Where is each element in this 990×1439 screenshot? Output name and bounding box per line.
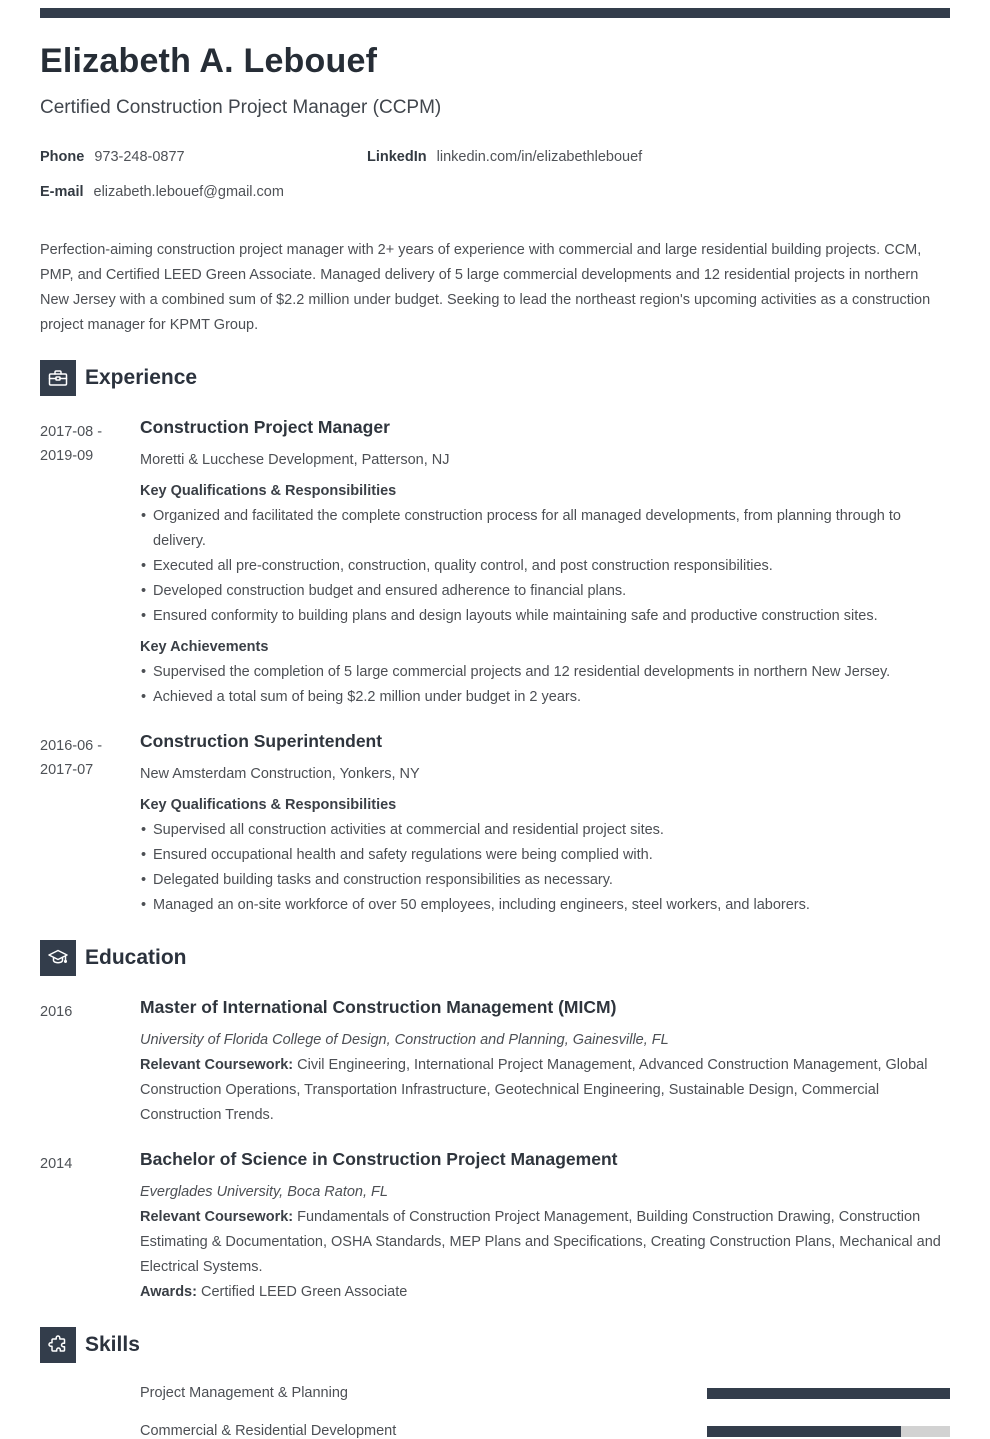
candidate-name: Elizabeth A. Lebouef: [40, 42, 378, 80]
coursework-value: Civil Engineering, International Project Management, Advanced Construction Management, Global Construction Operations, Transportation Infrastructure, Geotechnical Engineering, Sustainable Design, Commercial Construction Trends.: [140, 1057, 928, 1123]
qualifications-heading: Key Qualifications & Responsibilities: [140, 483, 397, 499]
achievements-heading: Key Achievements: [140, 639, 269, 655]
experience-dates: [40, 417, 140, 710]
education-details: [140, 997, 950, 1128]
coursework-label: Relevant Coursework:: [140, 1057, 294, 1073]
bullet-item: • Achieved a total sum of being $2.2 million under budget in 2 years.: [140, 685, 950, 710]
briefcase-icon: [40, 360, 76, 396]
qualifications-list: [140, 818, 950, 918]
skill-row: [40, 1423, 950, 1439]
email-label: E-mail: [40, 184, 84, 200]
bullet-item: • Executed all pre-construction, construction, quality control, and post construction responsibilities.: [140, 554, 950, 579]
job-company: Moretti & Lucchese Development, Patterson, NJ: [140, 452, 450, 468]
bullet-item: • Supervised all construction activities at commercial and residential project sites.: [140, 818, 950, 843]
education-year: 2014: [40, 1156, 73, 1172]
linkedin-value: linkedin.com/in/elizabethlebouef: [436, 149, 643, 165]
education-entry: [40, 1149, 950, 1305]
top-accent-bar: [40, 8, 950, 18]
coursework-text: [140, 1053, 950, 1128]
awards-text: [140, 1280, 950, 1305]
experience-details: [140, 417, 950, 710]
graduation-cap-icon: [40, 940, 76, 976]
candidate-title: Certified Construction Project Manager (CCPM): [40, 97, 442, 118]
bullet-item: • Delegated building tasks and construction responsibilities as necessary.: [140, 868, 950, 893]
contact-info: [40, 149, 950, 200]
qualifications-heading: Key Qualifications & Responsibilities: [140, 797, 397, 813]
skills-section-title: Skills: [85, 1333, 140, 1356]
bullet-item: • Organized and facilitated the complete construction process for all managed developments, from planning through to delivery.: [140, 504, 950, 554]
date-end: 2019-09: [40, 448, 94, 464]
phone-value: 973-248-0877: [94, 149, 185, 165]
email-value: elizabeth.lebouef@gmail.com: [93, 184, 284, 200]
bullet-item: • Supervised the completion of 5 large commercial projects and 12 residential developments in northern New Jersey.: [140, 660, 950, 685]
degree-title: Master of International Construction Management (MICM): [140, 997, 617, 1017]
job-company: New Amsterdam Construction, Yonkers, NY: [140, 766, 420, 782]
experience-details: [140, 731, 950, 918]
education-section-title: Education: [85, 946, 187, 969]
experience-entry: [40, 417, 950, 710]
date-start: 2017-08 -: [40, 424, 103, 440]
linkedin-label: LinkedIn: [367, 149, 427, 165]
awards-label: Awards:: [140, 1284, 197, 1300]
phone-label: Phone: [40, 149, 85, 165]
professional-summary: Perfection-aiming construction project manager with 2+ years of experience with commercial and large residential building projects. CCM, PMP, and Certified LEED Green Associate. Managed delivery of 5 large commercial developments and 12 residential projects in northern New Jersey with a combined sum of $2.2 million under budget. Seeking to lead the northeast region's upcoming activities as a construction project manager for KPMT Group.: [40, 242, 931, 333]
school-name: University of Florida College of Design, Construction and Planning, Gainesville, FL: [140, 1032, 669, 1048]
contact-phone: [40, 149, 367, 165]
contact-email: [40, 184, 367, 200]
skill-bar: [707, 1426, 950, 1437]
coursework-value: Fundamentals of Construction Project Management, Building Construction Drawing, Construction Estimating & Documentation, OSHA Standards, MEP Plans and Specifications, Creating Construction Plans, Mechanical and Electrical Systems.: [140, 1209, 941, 1275]
contact-linkedin: [367, 149, 950, 165]
bullet-item: • Ensured occupational health and safety regulations were being complied with.: [140, 843, 950, 868]
puzzle-icon: [40, 1327, 76, 1363]
skill-row: [40, 1385, 950, 1401]
experience-section-header: [40, 360, 950, 396]
job-title: Construction Superintendent: [140, 731, 383, 751]
education-entry: [40, 997, 950, 1128]
achievements-list: [140, 660, 950, 710]
experience-section-title: Experience: [85, 366, 198, 389]
coursework-label: Relevant Coursework:: [140, 1209, 294, 1225]
skill-bar: [707, 1388, 950, 1399]
bullet-item: • Ensured conformity to building plans and design layouts while maintaining safe and productive construction sites.: [140, 604, 950, 629]
skills-section-header: [40, 1327, 950, 1363]
skill-label: Project Management & Planning: [140, 1385, 348, 1401]
date-end: 2017-07: [40, 762, 94, 778]
resume-page: [0, 8, 990, 1439]
degree-title: Bachelor of Science in Construction Project Management: [140, 1149, 618, 1169]
experience-entry: [40, 731, 950, 918]
skill-label: Commercial & Residential Development: [140, 1423, 397, 1439]
school-name: Everglades University, Boca Raton, FL: [140, 1184, 388, 1200]
education-year: 2016: [40, 1004, 73, 1020]
coursework-text: [140, 1205, 950, 1280]
job-title: Construction Project Manager: [140, 417, 390, 437]
experience-dates: [40, 731, 140, 918]
qualifications-list: [140, 504, 950, 629]
bullet-item: • Managed an on-site workforce of over 50 employees, including engineers, steel workers, and laborers.: [140, 893, 950, 918]
bullet-item: • Developed construction budget and ensured adherence to financial plans.: [140, 579, 950, 604]
date-start: 2016-06 -: [40, 738, 103, 754]
awards-value: Certified LEED Green Associate: [196, 1284, 408, 1300]
education-section-header: [40, 940, 950, 976]
education-details: [140, 1149, 950, 1305]
